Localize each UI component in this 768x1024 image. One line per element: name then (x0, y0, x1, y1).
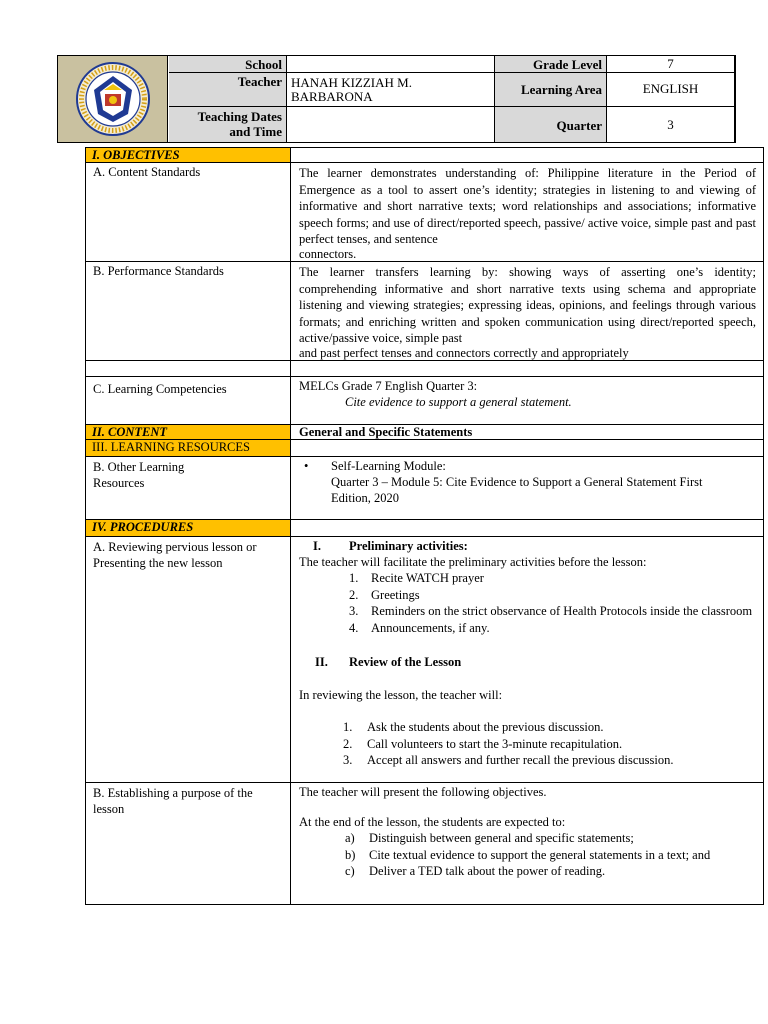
content-standards-row (86, 163, 763, 262)
list-item-number: c) (345, 864, 355, 878)
objectives-heading-blank (291, 148, 763, 162)
header-table (57, 55, 736, 143)
school-value (287, 56, 495, 73)
module-line2: Edition, 2020 (331, 491, 400, 505)
objectives-heading-row (86, 148, 763, 163)
purpose-row (86, 783, 763, 905)
list-item-text: Announcements, if any. (371, 620, 490, 635)
slm-label: Self-Learning Module: (331, 459, 446, 473)
reviewing-label (86, 537, 291, 782)
list-item-text: Call volunteers to start the 3-minute recapitulation. (367, 736, 623, 751)
other-resources-label-line1: B. Other Learning (93, 460, 185, 474)
purpose-label-line1: B. Establishing a purpose of the (93, 786, 253, 800)
teaching-dates-label-line1: Teaching Dates (197, 109, 282, 124)
blank-left (86, 361, 291, 376)
performance-standards-row (86, 262, 763, 361)
list-item-number: a) (345, 831, 355, 845)
list-item-number: 2. (349, 587, 359, 602)
other-resources-label-line2: Resources (93, 476, 145, 490)
list-item-text: Deliver a TED talk about the power of reading. (369, 864, 606, 878)
learning-competencies-row (86, 377, 763, 425)
competency-statement: Cite evidence to support a general statement. (345, 395, 572, 409)
teaching-dates-label-line2: and Time (229, 124, 282, 139)
reviewing-label-line1: A. Reviewing pervious lesson or (93, 540, 257, 554)
list-item (345, 863, 755, 880)
review-list (299, 719, 755, 769)
list-item (349, 570, 755, 587)
content-value: General and Specific Statements (299, 425, 473, 439)
content-standards-text (291, 163, 763, 261)
teacher-value (287, 73, 495, 107)
prelim-title: Preliminary activities: (349, 539, 468, 553)
teacher-name-line2: BARBARONA (291, 89, 373, 104)
learning-area-label: Learning Area (495, 73, 607, 107)
other-resources-label (86, 457, 291, 519)
list-item-text: Accept all answers and further recall the previous discussion. (367, 753, 674, 767)
procedures-heading-blank (291, 520, 763, 536)
quarter-value: 3 (607, 107, 735, 142)
purpose-intro2: At the end of the lesson, the students are expected to: (299, 815, 566, 829)
deped-seal-icon (64, 60, 162, 138)
list-item-number: 3. (343, 753, 353, 767)
list-item (349, 587, 755, 604)
purpose-list (299, 830, 755, 880)
review-title: Review of the Lesson (349, 655, 462, 669)
blank-right (291, 361, 763, 376)
prelim-intro: The teacher will facilitate the preliminary activities before the lesson: (299, 555, 647, 569)
review-intro: In reviewing the lesson, the teacher will: (299, 688, 503, 702)
list-item (345, 847, 755, 864)
performance-standards-label: B. Performance Standards (86, 262, 291, 360)
list-item-text: Distinguish between general and specific statements; (369, 831, 634, 845)
purpose-content (291, 783, 763, 905)
melcs-line: MELCs Grade 7 English Quarter 3: (299, 379, 478, 393)
learning-competencies-label: C. Learning Competencies (86, 377, 291, 424)
list-item (345, 830, 755, 847)
learning-resources-heading: III. LEARNING RESOURCES (86, 440, 291, 456)
content-standards-body: The learner demonstrates understanding of: Philippine literature in the Period of Emergence as a tool to assert one’s identity; strategies in listening to and viewing of informative and short narrative texts; word relationships and associations; informative speech forms; and use of direct/reported speech, passive/ active voice, simple past and past perfect tenses, and sentence (299, 166, 756, 246)
procedures-heading-row (86, 520, 763, 537)
list-item-number: 2. (343, 736, 353, 751)
reviewing-content (291, 537, 763, 782)
school-label: School (169, 56, 287, 73)
reviewing-row (86, 537, 763, 783)
logo-cell (58, 56, 168, 142)
list-item (349, 603, 755, 620)
list-item-text: Cite textual evidence to support the general statements in a text; and (369, 847, 711, 862)
prelim-number: I. (313, 539, 321, 553)
list-item (343, 752, 755, 769)
list-item-number: 3. (349, 604, 359, 618)
objectives-heading: I. OBJECTIVES (86, 148, 291, 162)
purpose-label-line2: lesson (93, 802, 125, 816)
teaching-dates-value (287, 107, 495, 142)
content-standards-label: A. Content Standards (86, 163, 291, 261)
list-item-text: Ask the students about the previous discussion. (367, 720, 604, 734)
slm-bullet-item (299, 458, 755, 474)
procedures-heading: IV. PROCEDURES (86, 520, 291, 536)
purpose-label (86, 783, 291, 905)
bullet-icon: • (304, 459, 309, 473)
learning-resources-blank (291, 440, 763, 456)
prelim-list (299, 570, 755, 636)
learning-competencies-text (291, 377, 763, 424)
quarter-label: Quarter (495, 107, 607, 142)
teacher-name-line1: HANAH KIZZIAH M. (291, 75, 412, 90)
list-item (343, 719, 755, 736)
reviewing-label-line2: Presenting the new lesson (93, 556, 223, 570)
content-standards-end: connectors. (299, 246, 357, 261)
performance-standards-body: The learner transfers learning by: showing ways of asserting one’s identity; comprehending informative and short narrative texts using schema and appropriate listening and viewing strategies; expressing ideas, opinions, and feelings through various formats; and enriching written and spoken communication using direct/reported speech, active/passive voice, simple past (299, 265, 756, 345)
review-heading (299, 654, 755, 670)
list-item-text: Recite WATCH prayer (371, 571, 484, 585)
list-item-number: b) (345, 847, 356, 862)
other-resources-text (291, 457, 763, 519)
other-resources-row (86, 457, 763, 520)
teaching-dates-label (169, 107, 287, 142)
learning-resources-row (86, 440, 763, 457)
module-line1: Quarter 3 – Module 5: Cite Evidence to Support a General Statement First (331, 475, 703, 489)
teacher-label: Teacher (169, 73, 287, 107)
content-heading: II. CONTENT (86, 425, 291, 439)
list-item-text: Greetings (371, 587, 420, 602)
review-number: II. (315, 655, 328, 669)
prelim-heading (299, 538, 755, 554)
list-item-number: 1. (343, 720, 353, 734)
list-item (349, 620, 755, 637)
performance-standards-text (291, 262, 763, 360)
list-item-number: 4. (349, 620, 359, 635)
list-item-text: Reminders on the strict observance of Health Protocols inside the classroom (371, 604, 753, 618)
grade-level-label: Grade Level (495, 56, 607, 73)
purpose-intro: The teacher will present the following objectives. (299, 785, 547, 799)
list-item-number: 1. (349, 571, 359, 585)
lesson-plan-table (85, 147, 764, 905)
list-item (343, 736, 755, 753)
content-row (86, 425, 763, 440)
learning-area-value: ENGLISH (607, 73, 735, 107)
blank-row (86, 361, 763, 377)
performance-standards-end: and past perfect tenses and connectors correctly and appropriately (299, 345, 629, 360)
grade-level-value: 7 (607, 56, 735, 73)
